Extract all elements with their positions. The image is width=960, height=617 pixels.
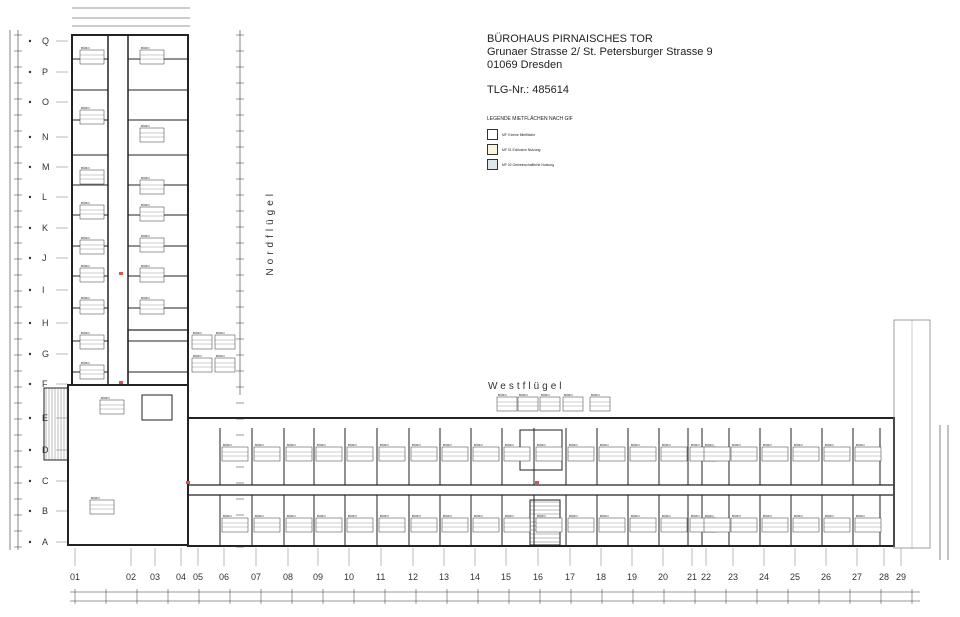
room-tag xyxy=(855,518,881,532)
room-name: BÜRO xyxy=(317,443,326,447)
column-label-25: 25 xyxy=(790,572,801,582)
room-tag xyxy=(590,397,610,411)
room-name: BÜRO xyxy=(317,514,326,518)
room-name: BÜRO xyxy=(216,331,225,335)
fire-marker xyxy=(119,381,123,384)
room-tag xyxy=(100,400,124,414)
room-name: BÜRO xyxy=(348,514,357,518)
column-label-07: 07 xyxy=(251,572,262,582)
room-name: BÜRO xyxy=(287,443,296,447)
room-name: BÜRO xyxy=(519,393,528,397)
room-tag xyxy=(140,207,164,221)
column-label-12: 12 xyxy=(408,572,419,582)
row-label-I: I xyxy=(42,285,45,295)
room-tag xyxy=(347,447,373,461)
room-name: BÜRO xyxy=(569,443,578,447)
grid-dot xyxy=(29,353,31,355)
column-label-10: 10 xyxy=(344,572,355,582)
project-title: BÜROHAUS PIRNAISCHES TOR xyxy=(487,33,653,45)
room-tag xyxy=(536,447,562,461)
row-label-L: L xyxy=(42,192,48,202)
grid-dot xyxy=(29,541,31,543)
room-tag xyxy=(731,518,757,532)
room-tag xyxy=(80,335,104,349)
room-name: BÜRO xyxy=(81,106,90,110)
legend-label: MF 02 Gemeinschaftliche Nutzung xyxy=(502,162,555,167)
column-label-09: 09 xyxy=(313,572,324,582)
room-name: BÜRO xyxy=(141,176,150,180)
room-tag xyxy=(286,447,312,461)
grid-dot xyxy=(29,480,31,482)
room-name: BÜRO xyxy=(81,201,90,205)
room-name: BÜRO xyxy=(505,514,514,518)
room-tag xyxy=(80,365,104,379)
room-name: BÜRO xyxy=(91,496,100,500)
legend-title: LEGENDE MIETFLÄCHEN NACH GIF xyxy=(487,116,573,122)
room-tag xyxy=(568,447,594,461)
room-tag xyxy=(80,110,104,124)
room-tag xyxy=(762,518,788,532)
room-tag xyxy=(704,447,730,461)
room-name: BÜRO xyxy=(223,514,232,518)
room-tag xyxy=(568,518,594,532)
room-tag xyxy=(80,50,104,64)
row-label-H: H xyxy=(42,318,49,328)
stair-core xyxy=(128,330,188,385)
room-tag xyxy=(661,447,687,461)
row-label-D: D xyxy=(42,445,49,455)
room-name: BÜRO xyxy=(141,234,150,238)
room-tag xyxy=(192,358,212,372)
room-name: BÜRO xyxy=(81,166,90,170)
room-name: BÜRO xyxy=(443,514,452,518)
room-tag xyxy=(215,358,235,372)
column-label-04: 04 xyxy=(176,572,187,582)
room-name: BÜRO xyxy=(631,443,640,447)
room-tag xyxy=(347,518,373,532)
room-tag xyxy=(630,447,656,461)
room-tag xyxy=(140,238,164,252)
grid-dot xyxy=(29,227,31,229)
room-name: BÜRO xyxy=(541,393,550,397)
room-tag xyxy=(563,397,583,411)
room-tag xyxy=(855,447,881,461)
column-label-21: 21 xyxy=(687,572,698,582)
row-label-A: A xyxy=(42,537,49,547)
column-label-06: 06 xyxy=(219,572,230,582)
column-label-08: 08 xyxy=(283,572,294,582)
room-name: BÜRO xyxy=(81,264,90,268)
room-tag xyxy=(80,268,104,282)
column-label-03: 03 xyxy=(150,572,161,582)
column-label-02: 02 xyxy=(126,572,137,582)
project-address-city: 01069 Dresden xyxy=(487,59,563,71)
column-label-20: 20 xyxy=(658,572,669,582)
column-label-19: 19 xyxy=(627,572,638,582)
room-name: BÜRO xyxy=(569,514,578,518)
room-tag xyxy=(254,447,280,461)
legend-item xyxy=(487,127,573,142)
fire-marker xyxy=(186,481,190,484)
column-label-24: 24 xyxy=(759,572,770,582)
room-name: BÜRO xyxy=(564,393,573,397)
room-name: BÜRO xyxy=(591,393,600,397)
room-name: BÜRO xyxy=(763,443,772,447)
room-tag xyxy=(192,335,212,349)
room-name: BÜRO xyxy=(825,443,834,447)
room-name: BÜRO xyxy=(537,514,546,518)
room-tag xyxy=(140,128,164,142)
room-name: BÜRO xyxy=(81,361,90,365)
room-tag xyxy=(316,518,342,532)
room-tag xyxy=(411,447,437,461)
row-label-C: C xyxy=(42,476,49,486)
column-label-28: 28 xyxy=(879,572,890,582)
corner-core-outline xyxy=(68,385,188,545)
room-tag xyxy=(254,518,280,532)
row-label-J: J xyxy=(42,253,47,263)
grid-dot xyxy=(29,322,31,324)
room-tag xyxy=(80,205,104,219)
legend-item xyxy=(487,157,573,172)
grid-dot xyxy=(29,40,31,42)
room-name: BÜRO xyxy=(505,443,514,447)
room-tag xyxy=(379,518,405,532)
grid-dot xyxy=(29,449,31,451)
project-address-street: Grunaer Strasse 2/ St. Petersburger Strasse 9 xyxy=(487,46,713,58)
grid-dot xyxy=(29,510,31,512)
room-tag xyxy=(80,170,104,184)
room-name: BÜRO xyxy=(705,514,714,518)
room-name: BÜRO xyxy=(380,514,389,518)
row-label-E: E xyxy=(42,413,49,423)
column-label-05: 05 xyxy=(193,572,204,582)
room-name: BÜRO xyxy=(600,514,609,518)
room-tag xyxy=(518,397,538,411)
room-name: BÜRO xyxy=(287,514,296,518)
room-name: BÜRO xyxy=(81,331,90,335)
building-walls xyxy=(44,35,930,548)
west-wing-label: Westflügel xyxy=(488,381,565,392)
room-tag xyxy=(704,518,730,532)
room-tag xyxy=(80,240,104,254)
room-name: BÜRO xyxy=(691,514,700,518)
room-tag xyxy=(599,518,625,532)
room-tag xyxy=(824,447,850,461)
room-name: BÜRO xyxy=(631,514,640,518)
row-label-O: O xyxy=(42,97,50,107)
room-name: BÜRO xyxy=(732,443,741,447)
room-tag xyxy=(222,518,248,532)
room-name: BÜRO xyxy=(662,514,671,518)
stair-core xyxy=(142,395,172,420)
room-tag xyxy=(824,518,850,532)
room-name: BÜRO xyxy=(141,46,150,50)
grid-dot xyxy=(29,383,31,385)
room-name: BÜRO xyxy=(763,514,772,518)
project-title-block xyxy=(487,33,713,72)
room-name: BÜRO xyxy=(732,514,741,518)
room-tag xyxy=(442,518,468,532)
legend-swatch xyxy=(487,129,498,140)
room-tag xyxy=(411,518,437,532)
room-name: BÜRO xyxy=(255,443,264,447)
room-name: BÜRO xyxy=(443,443,452,447)
column-label-22: 22 xyxy=(701,572,712,582)
row-label-Q: Q xyxy=(42,36,50,46)
room-tag xyxy=(793,447,819,461)
room-name: BÜRO xyxy=(474,514,483,518)
room-name: BÜRO xyxy=(141,264,150,268)
room-tag xyxy=(379,447,405,461)
room-name: BÜRO xyxy=(856,514,865,518)
legend-label: MF 0 keine Mietfläche xyxy=(502,132,536,137)
grid-dot xyxy=(29,101,31,103)
room-tag xyxy=(140,268,164,282)
grid-dot xyxy=(29,136,31,138)
row-label-K: K xyxy=(42,223,49,233)
column-label-16: 16 xyxy=(533,572,544,582)
column-label-23: 23 xyxy=(728,572,739,582)
room-tag xyxy=(222,447,248,461)
room-name: BÜRO xyxy=(141,296,150,300)
room-tag xyxy=(140,50,164,64)
room-tag xyxy=(286,518,312,532)
room-tag xyxy=(140,180,164,194)
room-name: BÜRO xyxy=(193,354,202,358)
grid-dot xyxy=(29,196,31,198)
room-name: BÜRO xyxy=(81,296,90,300)
room-name: BÜRO xyxy=(255,514,264,518)
room-tag xyxy=(504,518,530,532)
room-tag xyxy=(497,397,517,411)
column-label-15: 15 xyxy=(501,572,512,582)
room-tag xyxy=(316,447,342,461)
room-tag xyxy=(762,447,788,461)
room-name: BÜRO xyxy=(537,443,546,447)
room-name: BÜRO xyxy=(705,443,714,447)
room-name: BÜRO xyxy=(141,124,150,128)
row-label-N: N xyxy=(42,132,49,142)
room-name: BÜRO xyxy=(600,443,609,447)
row-label-B: B xyxy=(42,506,49,516)
room-tag xyxy=(661,518,687,532)
legend-swatch xyxy=(487,144,498,155)
room-name: BÜRO xyxy=(856,443,865,447)
column-label-14: 14 xyxy=(470,572,481,582)
grid-dot xyxy=(29,289,31,291)
room-name: BÜRO xyxy=(794,443,803,447)
column-label-13: 13 xyxy=(439,572,450,582)
office-rooms xyxy=(80,46,881,532)
room-name: BÜRO xyxy=(101,396,110,400)
room-name: BÜRO xyxy=(794,514,803,518)
row-label-P: P xyxy=(42,67,49,77)
column-label-26: 26 xyxy=(821,572,832,582)
tlg-number: TLG-Nr.: 485614 xyxy=(487,84,569,96)
room-name: BÜRO xyxy=(412,443,421,447)
room-name: BÜRO xyxy=(412,514,421,518)
room-tag xyxy=(473,447,499,461)
room-tag xyxy=(599,447,625,461)
room-tag xyxy=(215,335,235,349)
column-label-11: 11 xyxy=(376,572,386,582)
legend-swatch xyxy=(487,159,498,170)
room-name: BÜRO xyxy=(81,236,90,240)
room-tag xyxy=(140,300,164,314)
room-tag xyxy=(540,397,560,411)
room-tag xyxy=(473,518,499,532)
room-tag xyxy=(536,518,562,532)
grid-dot xyxy=(29,417,31,419)
room-name: BÜRO xyxy=(825,514,834,518)
room-tag xyxy=(630,518,656,532)
room-name: BÜRO xyxy=(193,331,202,335)
room-tag xyxy=(80,300,104,314)
row-label-F: F xyxy=(42,379,48,389)
legend xyxy=(487,116,573,172)
grid-dot xyxy=(29,257,31,259)
north-wing-label: Nordflügel xyxy=(265,190,276,276)
row-label-M: M xyxy=(42,162,50,172)
room-name: BÜRO xyxy=(81,46,90,50)
room-name: BÜRO xyxy=(141,203,150,207)
room-name: BÜRO xyxy=(380,443,389,447)
room-tag xyxy=(90,500,114,514)
room-tag xyxy=(793,518,819,532)
grid-dot xyxy=(29,71,31,73)
column-label-29: 29 xyxy=(896,572,907,582)
column-label-17: 17 xyxy=(565,572,576,582)
room-tag xyxy=(731,447,757,461)
column-label-18: 18 xyxy=(596,572,607,582)
room-name: BÜRO xyxy=(498,393,507,397)
room-name: BÜRO xyxy=(216,354,225,358)
legend-item xyxy=(487,142,573,157)
column-label-01: 01 xyxy=(70,572,81,582)
legend-label: MF 01 Exklusive Nutzung xyxy=(502,147,541,152)
room-name: BÜRO xyxy=(662,443,671,447)
row-label-G: G xyxy=(42,349,50,359)
grid-dot xyxy=(29,166,31,168)
room-name: BÜRO xyxy=(348,443,357,447)
room-name: BÜRO xyxy=(474,443,483,447)
room-name: BÜRO xyxy=(691,443,700,447)
column-label-27: 27 xyxy=(852,572,863,582)
room-name: BÜRO xyxy=(223,443,232,447)
room-tag xyxy=(442,447,468,461)
room-tag xyxy=(504,447,530,461)
fire-marker xyxy=(535,481,539,484)
fire-marker xyxy=(119,272,123,275)
